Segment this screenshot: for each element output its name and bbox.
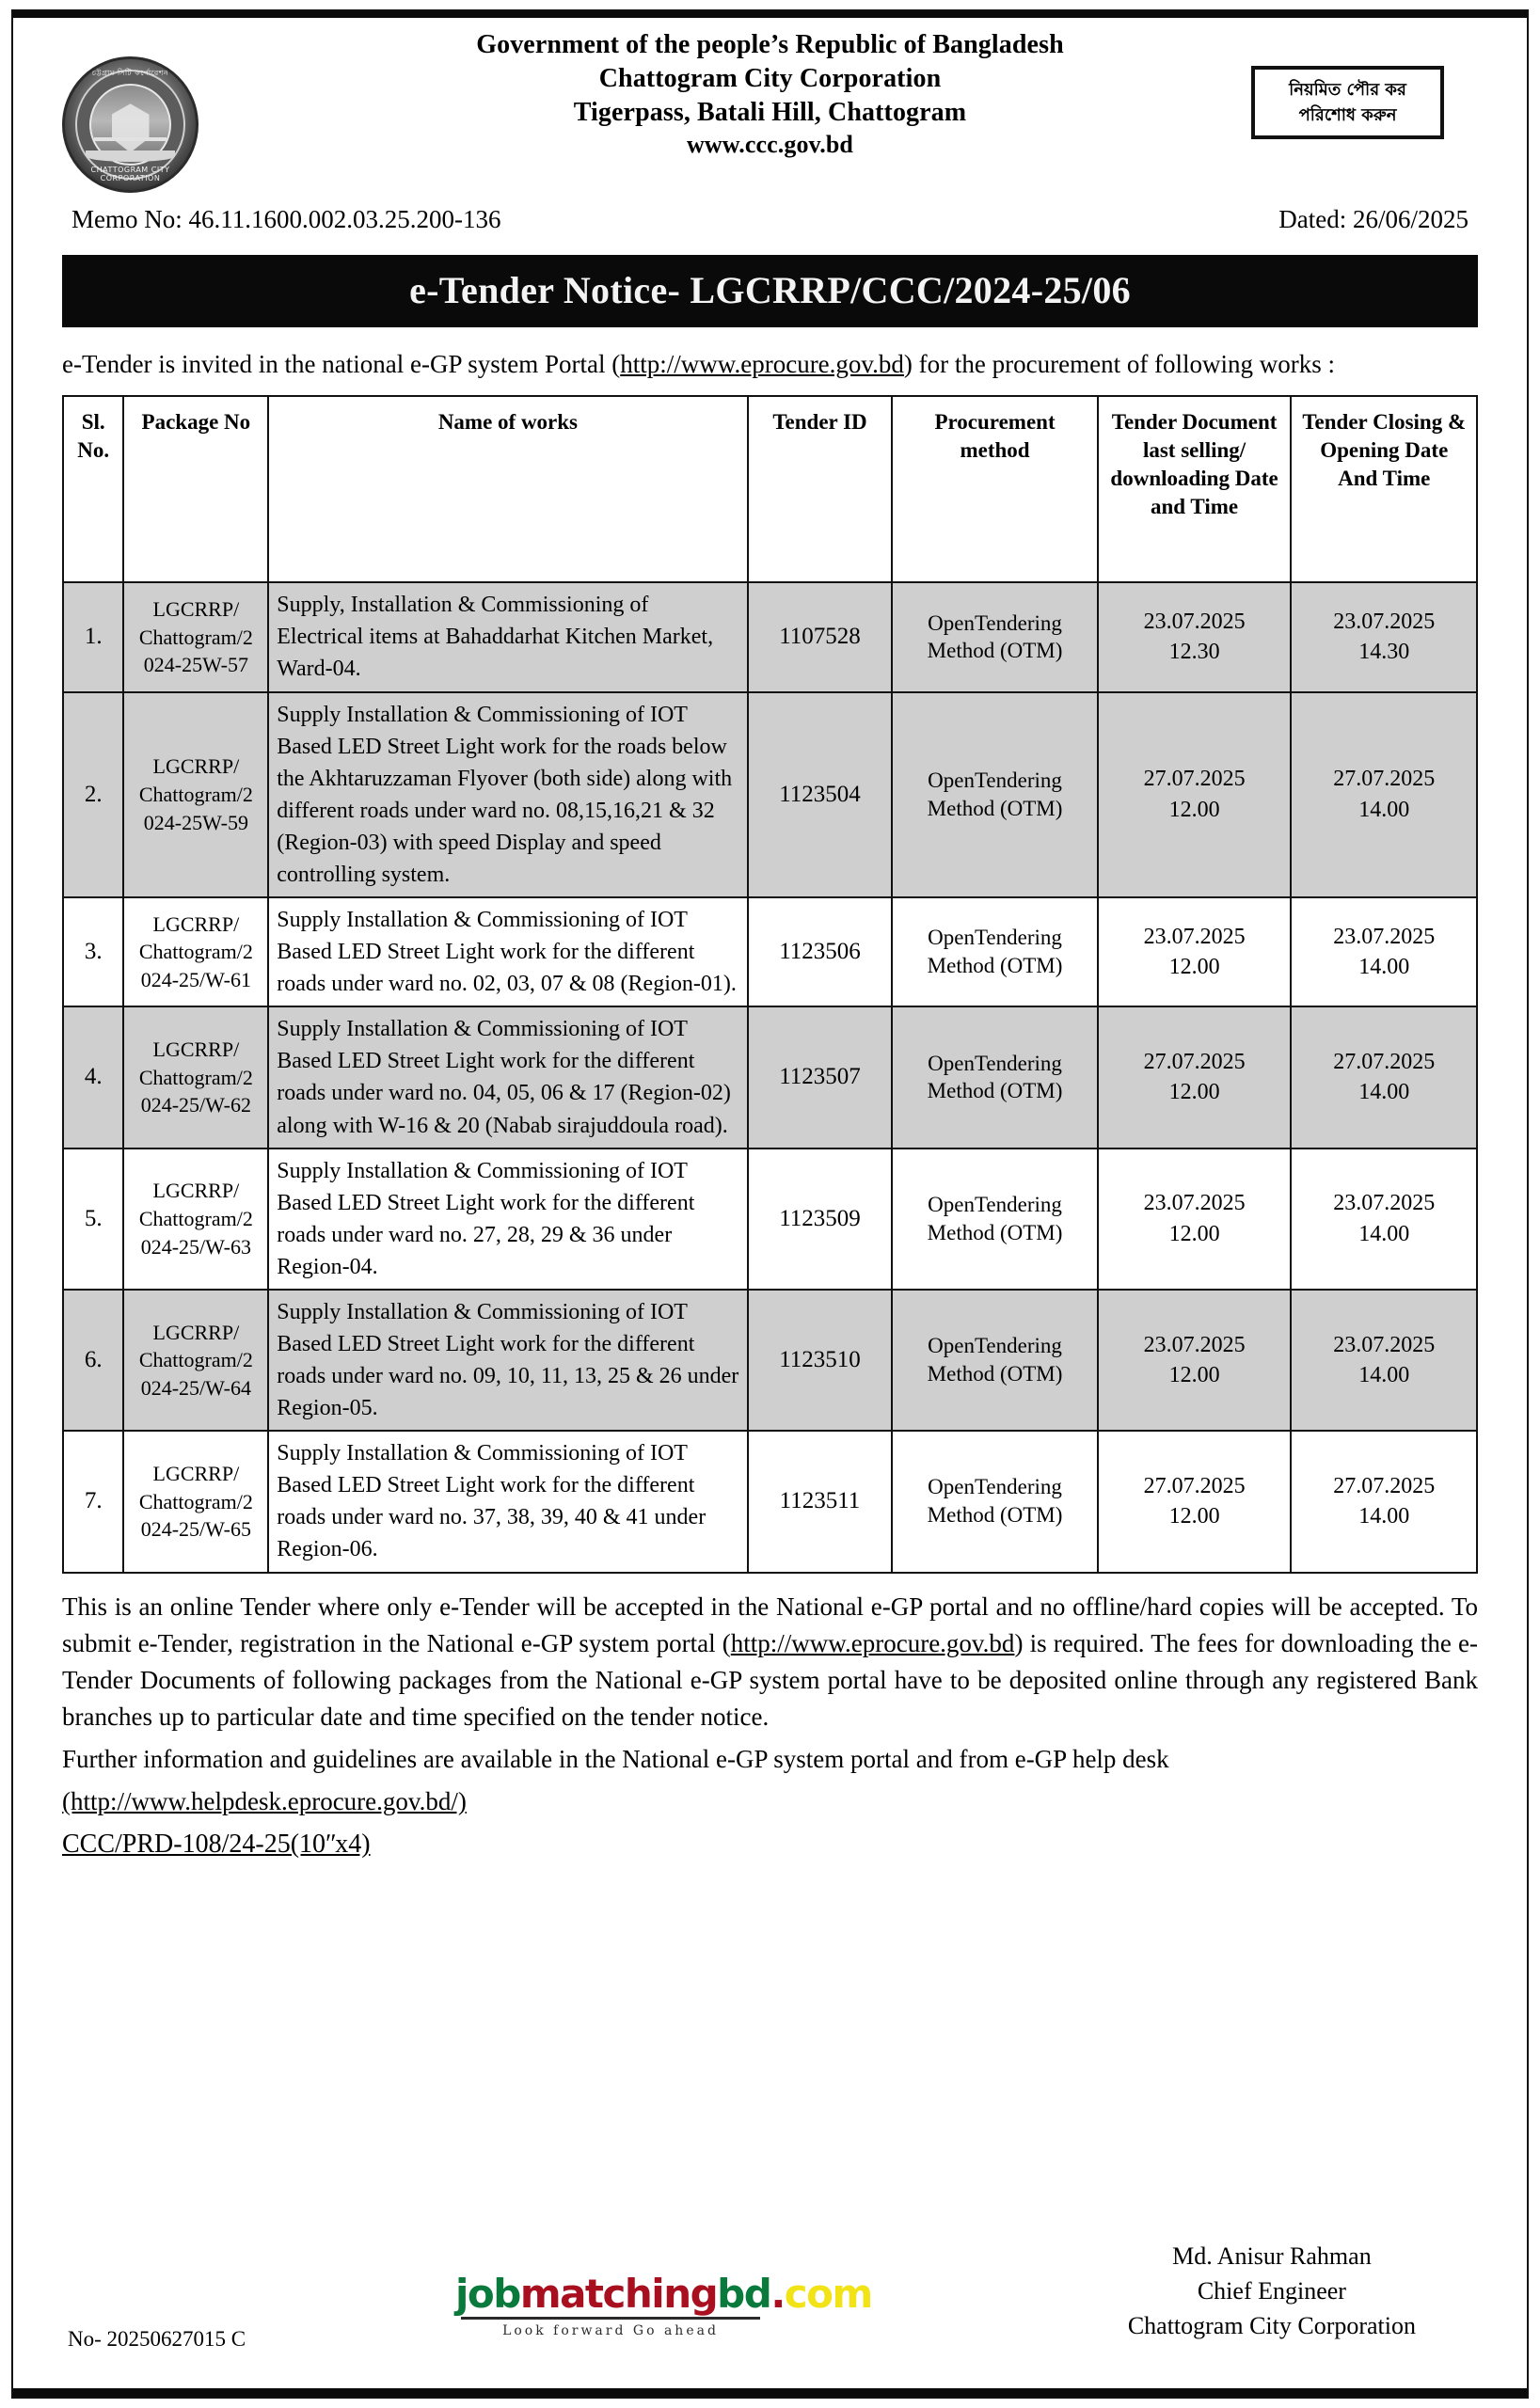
row-procurement-method: OpenTendering Method (OTM) (892, 1290, 1097, 1431)
col-header-package: Package No (123, 396, 268, 582)
row-sl: 6. (63, 1290, 123, 1431)
footer-paragraphs (62, 1589, 1478, 1864)
signatory-organization: Chattogram City Corporation (1127, 2312, 1416, 2340)
signatory-designation: Chief Engineer (1197, 2277, 1346, 2305)
gov-line-2: Chattogram City Corporation (598, 63, 942, 93)
gov-line-3: Tigerpass, Batali Hill, Chattogram (573, 97, 967, 127)
row-procurement-method: OpenTendering Method (OTM) (892, 1431, 1097, 1572)
website-line: www.ccc.gov.bd (687, 131, 853, 159)
row-package-no: LGCRRP/ Chattogram/2 024-25/W-65 (123, 1431, 268, 1572)
row-closing-datetime: 27.07.2025 14.00 (1291, 1006, 1477, 1148)
row-tender-id: 1123507 (748, 1006, 893, 1148)
eprocure-link-footer[interactable]: http://www.eprocure.gov.bd (730, 1628, 1015, 1657)
row-last-selling-datetime: 23.07.2025 12.00 (1098, 1149, 1292, 1290)
row-package-no: LGCRRP/ Chattogram/2 024-25W-59 (123, 692, 268, 897)
row-package-no: LGCRRP/ Chattogram/2 024-25W-57 (123, 582, 268, 691)
row-last-selling-datetime: 23.07.2025 12.00 (1098, 1290, 1292, 1431)
helpdesk-link-text[interactable]: (http://www.helpdesk.eprocure.gov.bd/) (62, 1787, 467, 1816)
signatory-name: Md. Anisur Rahman (1172, 2242, 1372, 2271)
col-header-last-selling: Tender Document last selling/ downloading Date and Time (1098, 396, 1292, 582)
row-last-selling-datetime: 23.07.2025 12.00 (1098, 897, 1292, 1006)
jobmatchingbd-watermark (455, 2271, 872, 2338)
watermark-bd: bd (717, 2271, 771, 2317)
watermark-matching: matching (519, 2271, 718, 2317)
col-header-procurement: Procurement method (892, 396, 1097, 582)
tax-notice-line-2: পরিশোধ করুন (1298, 105, 1397, 125)
row-sl: 2. (63, 692, 123, 897)
row-name-of-works: Supply Installation & Commissioning of IOT Based LED Street Light work for the different roads under ward no. 04, 05, 06 & 17 (Region-02) along with W-16 & 20 (Nabab sirajuddoula road). (268, 1006, 747, 1148)
row-last-selling-datetime: 27.07.2025 12.00 (1098, 1006, 1292, 1148)
tax-payment-notice-box (1251, 66, 1444, 139)
row-name-of-works: Supply Installation & Commissioning of IOT Based LED Street Light work for the different roads under ward no. 37, 38, 39, 40 & 41 under Region-06. (268, 1431, 747, 1572)
row-sl: 7. (63, 1431, 123, 1572)
memo-number: Memo No: 46.11.1600.002.03.25.200-136 (71, 205, 501, 233)
table-row (63, 1149, 1477, 1290)
watermark-dot: . (770, 2271, 785, 2317)
table-body (63, 582, 1477, 1572)
intro-text-after: ) for the procurement of following works : (903, 350, 1336, 378)
table-row (63, 897, 1477, 1006)
row-closing-datetime: 27.07.2025 14.00 (1291, 1431, 1477, 1572)
intro-paragraph (62, 346, 1478, 382)
table-row (63, 1006, 1477, 1148)
watermark-job: job (455, 2271, 520, 2317)
row-sl: 5. (63, 1149, 123, 1290)
signature-block (1128, 2240, 1416, 2344)
row-last-selling-datetime: 23.07.2025 12.30 (1098, 582, 1292, 691)
table-row (63, 692, 1477, 897)
footer-p1-b: ) is required. The fees for downloading the e-Tender Documents of following packages from the National e-GP system portal have to be deposited online through any registered Bank branches up to particular date and time specified on the tender notice. (62, 1628, 1478, 1731)
footer-p1-a: This is an online Tender where only e-Tender will be accepted in the National e-GP portal and no offline/hard copies will be accepted. To submit e-Tender, registration in the National e-GP system portal ( (62, 1592, 1478, 1657)
row-procurement-method: OpenTendering Method (OTM) (892, 897, 1097, 1006)
row-procurement-method: OpenTendering Method (OTM) (892, 582, 1097, 691)
col-header-name: Name of works (268, 396, 747, 582)
tender-table (62, 395, 1478, 1573)
tax-notice-line-1: নিয়মিত পৌর কর (1289, 80, 1406, 100)
helpdesk-link[interactable] (62, 1783, 1478, 1820)
footer-paragraph-1 (62, 1589, 1478, 1736)
footer-paragraph-2: Further information and guidelines are available in the National e-GP system portal and from e-GP help desk (62, 1745, 1169, 1774)
seal-text-english: CHATTOGRAM CITY CORPORATION (90, 166, 170, 182)
row-procurement-method: OpenTendering Method (OTM) (892, 1006, 1097, 1148)
gov-line-1: Government of the people’s Republic of Bangladesh (476, 30, 1064, 59)
row-tender-id: 1123504 (748, 692, 893, 897)
prd-reference-text: CCC/PRD-108/24-25(10ʺx4) (62, 1830, 371, 1860)
row-package-no: LGCRRP/ Chattogram/2 024-25/W-64 (123, 1290, 268, 1431)
table-row (63, 1431, 1477, 1572)
row-tender-id: 1123510 (748, 1290, 893, 1431)
table-header-row (63, 396, 1477, 582)
watermark-wordmark (455, 2271, 872, 2317)
table-row (63, 582, 1477, 691)
row-package-no: LGCRRP/ Chattogram/2 024-25/W-61 (123, 897, 268, 1006)
row-sl: 1. (63, 582, 123, 691)
col-header-sl: Sl. No. (63, 396, 123, 582)
seal-text-bengali: চট্টগ্রাম সিটি কর্পোরেশন (91, 69, 169, 77)
row-closing-datetime: 27.07.2025 14.00 (1291, 692, 1477, 897)
row-name-of-works: Supply Installation & Commissioning of IOT Based LED Street Light work for the different roads under ward no. 09, 10, 11, 13, 25 & 26 under Region-05. (268, 1290, 747, 1431)
seal-bar (94, 137, 167, 141)
row-sl: 4. (63, 1006, 123, 1148)
row-tender-id: 1123506 (748, 897, 893, 1006)
bottom-rule (13, 2388, 1527, 2397)
notice-title-bar: e-Tender Notice- LGCRRP/CCC/2024-25/06 (62, 255, 1478, 327)
document-number: No- 20250627015 C (68, 2327, 246, 2351)
row-name-of-works: Supply Installation & Commissioning of IOT Based LED Street Light work for the different roads under ward no. 02, 03, 07 & 08 (Region-01). (268, 897, 747, 1006)
row-closing-datetime: 23.07.2025 14.00 (1291, 1290, 1477, 1431)
row-closing-datetime: 23.07.2025 14.30 (1291, 582, 1477, 691)
intro-text-before: e-Tender is invited in the national e-GP system Portal ( (62, 350, 621, 378)
row-closing-datetime: 23.07.2025 14.00 (1291, 1149, 1477, 1290)
row-closing-datetime: 23.07.2025 14.00 (1291, 897, 1477, 1006)
row-tender-id: 1107528 (748, 582, 893, 691)
eprocure-link[interactable]: http://www.eprocure.gov.bd (620, 350, 904, 378)
memo-date: Dated: 26/06/2025 (1278, 205, 1469, 233)
row-package-no: LGCRRP/ Chattogram/2 024-25/W-62 (123, 1006, 268, 1148)
table-row (63, 1290, 1477, 1431)
row-name-of-works: Supply, Installation & Commissioning of Electrical items at Bahaddarhat Kitchen Market, Ward-04. (268, 582, 747, 691)
document-header (13, 11, 1527, 199)
row-tender-id: 1123509 (748, 1149, 893, 1290)
document-page (11, 9, 1529, 2399)
header-titles (366, 28, 1175, 161)
prd-reference (62, 1826, 1478, 1864)
watermark-tagline: Look forward Go ahead (502, 2323, 719, 2338)
row-package-no: LGCRRP/ Chattogram/2 024-25/W-63 (123, 1149, 268, 1290)
row-procurement-method: OpenTendering Method (OTM) (892, 1149, 1097, 1290)
row-last-selling-datetime: 27.07.2025 12.00 (1098, 1431, 1292, 1572)
row-name-of-works: Supply Installation & Commissioning of IOT Based LED Street Light work for the roads below the Akhtaruzzaman Flyover (both side) along with different roads under ward no. 08,15,16,21 & 32 (Region-03) with speed Display and speed controlling system. (268, 692, 747, 897)
row-procurement-method: OpenTendering Method (OTM) (892, 692, 1097, 897)
row-name-of-works: Supply Installation & Commissioning of IOT Based LED Street Light work for the different roads under ward no. 27, 28, 29 & 36 under Region-04. (268, 1149, 747, 1290)
col-header-closing: Tender Closing & Opening Date And Time (1291, 396, 1477, 582)
ccc-seal-logo (62, 56, 198, 193)
row-last-selling-datetime: 27.07.2025 12.00 (1098, 692, 1292, 897)
row-sl: 3. (63, 897, 123, 1006)
memo-row (13, 199, 1527, 234)
watermark-divider (461, 2317, 760, 2320)
col-header-tender-id: Tender ID (748, 396, 893, 582)
row-tender-id: 1123511 (748, 1431, 893, 1572)
watermark-com: com (784, 2271, 872, 2317)
